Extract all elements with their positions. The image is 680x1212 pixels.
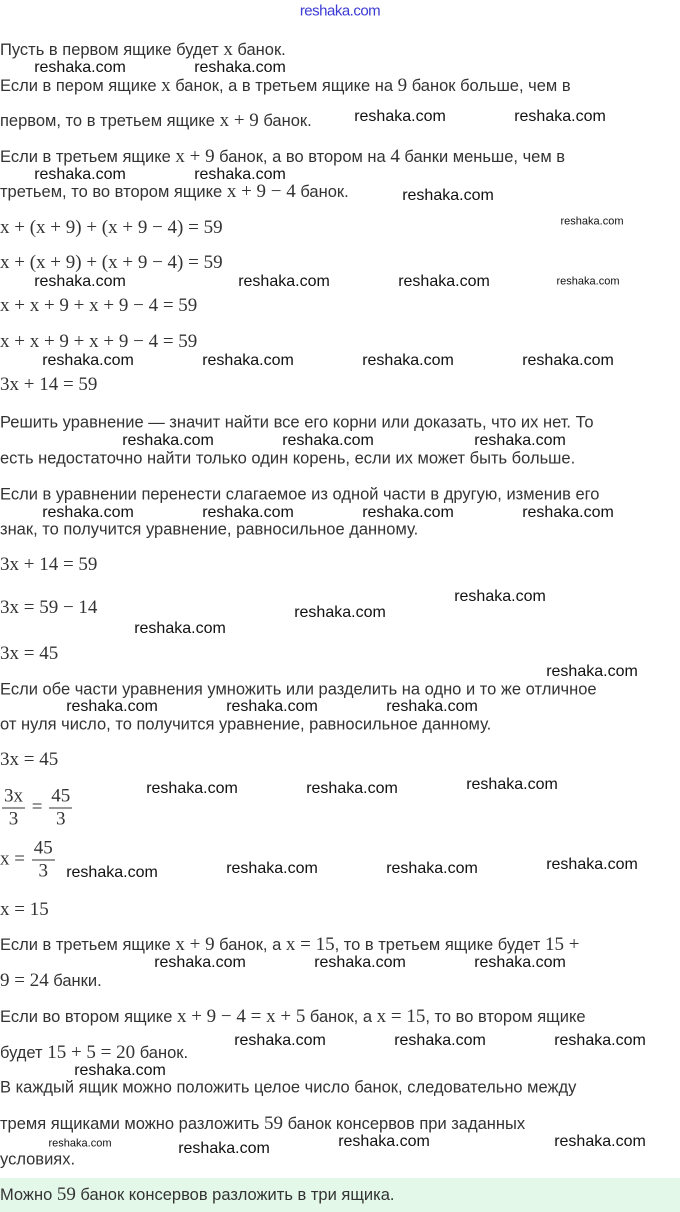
- text-segment: банки меньше, чем в: [399, 148, 566, 166]
- watermark: reshaka.com: [194, 59, 286, 76]
- solution-line: [0, 218, 223, 238]
- answer-text: [0, 1185, 394, 1205]
- text-segment: Пусть в первом ящике будет: [0, 41, 224, 59]
- text-segment: будет: [0, 1044, 48, 1062]
- watermark: reshaka.com: [202, 352, 294, 369]
- math-expression: x + (x + 9) + (x + 9 − 4) = 59: [0, 252, 223, 273]
- watermark: reshaka.com: [402, 187, 494, 204]
- watermark: reshaka.com: [48, 1137, 112, 1150]
- solution-line: [0, 375, 97, 395]
- text-segment: банок.: [135, 1044, 189, 1062]
- fraction-denominator: 3: [38, 860, 48, 882]
- solution-line: [0, 900, 49, 920]
- text-segment: банок, а: [214, 936, 286, 954]
- watermark: reshaka.com: [386, 860, 478, 877]
- solution-line: [0, 40, 286, 60]
- watermark: reshaka.com: [238, 273, 330, 290]
- text-segment: знак, то получится уравнение, равносильное данному.: [0, 520, 419, 539]
- text-segment: Если обе части уравнения умножить или разделить на одно и то же отличное: [0, 680, 597, 699]
- solution-line: [0, 76, 571, 96]
- watermark: reshaka.com: [226, 698, 318, 715]
- solution-line: [0, 1043, 188, 1063]
- watermark: reshaka.com: [146, 780, 238, 797]
- math-expression: 59: [264, 1113, 283, 1134]
- math-expression: x =: [0, 848, 30, 870]
- solution-line: [0, 521, 418, 540]
- text-segment: В каждый ящик можно положить целое число банок, следовательно между: [0, 1078, 577, 1097]
- text-segment: тремя ящиками можно разложить: [0, 1115, 264, 1133]
- math-expression: x + 9 − 4 = x + 5: [176, 1006, 306, 1027]
- watermark: reshaka.com: [306, 780, 398, 797]
- watermark: reshaka.com: [42, 352, 134, 369]
- text-segment: условиях.: [0, 1150, 76, 1169]
- solution-line: [0, 681, 597, 700]
- solution-line: [0, 450, 575, 469]
- watermark: reshaka.com: [34, 59, 126, 76]
- solution-line: [0, 971, 102, 991]
- math-expression: =: [27, 796, 48, 818]
- text-segment: от нуля число, то получится уравнение, равносильное данному.: [0, 715, 492, 734]
- math-expression: x + 9 − 4: [226, 181, 296, 202]
- watermark: reshaka.com: [362, 352, 454, 369]
- watermark: reshaka.com: [202, 504, 294, 521]
- watermark: reshaka.com: [546, 856, 638, 873]
- solution-line: [0, 750, 58, 770]
- watermark: reshaka.com: [42, 504, 134, 521]
- text-segment: банок, а: [305, 1008, 377, 1026]
- text-segment: Если в пером ящике: [0, 77, 162, 95]
- solution-line: [0, 644, 58, 664]
- solution-line: [0, 182, 349, 202]
- watermark: reshaka.com: [556, 275, 620, 288]
- fraction-denominator: 3: [8, 808, 19, 830]
- text-segment: банок.: [258, 112, 312, 130]
- math-expression: 3x = 45: [0, 749, 59, 770]
- text-segment: Если в уравнении перенести слагаемое из одной части в другую, изменив его: [0, 485, 600, 504]
- math-expression: x + x + 9 + x + 9 − 4 = 59: [0, 331, 198, 352]
- watermark: reshaka.com: [66, 698, 158, 715]
- watermark: reshaka.com: [474, 432, 566, 449]
- math-expression: 9 = 24: [0, 970, 49, 991]
- text-segment: банок.: [232, 41, 286, 59]
- math-expression: x + x + 9 + x + 9 − 4 = 59: [0, 295, 198, 316]
- solution-line: [0, 332, 197, 352]
- watermark: reshaka.com: [294, 604, 386, 621]
- math-expression: x = 15: [285, 934, 335, 955]
- solution-line: [0, 555, 97, 575]
- text-segment: Решить уравнение — значит найти все его корни или доказать, что их нет. То: [0, 413, 594, 432]
- math-expression: 59: [56, 1184, 76, 1205]
- solution-line: [0, 786, 74, 831]
- watermark: reshaka.com: [394, 1032, 486, 1049]
- header-watermark-link[interactable]: reshaka.com: [299, 2, 381, 20]
- text-segment: банки.: [48, 972, 102, 990]
- watermark: reshaka.com: [134, 620, 226, 637]
- watermark: reshaka.com: [554, 1133, 646, 1150]
- solution-line: [0, 838, 57, 883]
- text-segment: Если в третьем ящике: [0, 148, 176, 166]
- text-segment: есть недостаточно найти только один корень, если их может быть больше.: [0, 449, 576, 468]
- watermark: reshaka.com: [234, 1032, 326, 1049]
- solution-line: [0, 486, 599, 505]
- math-expression: x: [161, 75, 171, 96]
- watermark: reshaka.com: [282, 432, 374, 449]
- watermark: reshaka.com: [122, 432, 214, 449]
- solution-line: [0, 598, 97, 618]
- watermark: reshaka.com: [154, 954, 246, 971]
- watermark: reshaka.com: [226, 860, 318, 877]
- fraction: [32, 838, 55, 883]
- watermark: reshaka.com: [34, 166, 126, 183]
- math-expression: 4: [390, 146, 400, 167]
- watermark: reshaka.com: [554, 1032, 646, 1049]
- fraction-denominator: 3: [55, 808, 66, 830]
- math-expression: 15 + 5 = 20: [47, 1042, 136, 1063]
- watermark: reshaka.com: [74, 1062, 166, 1079]
- solution-line: [0, 414, 594, 433]
- text-segment: Если во втором ящике: [0, 1008, 177, 1026]
- math-expression: 3x = 59 − 14: [0, 597, 98, 618]
- text-segment: банок консервов разложить в три ящика.: [75, 1186, 395, 1204]
- text-segment: Если в третьем ящике: [0, 936, 176, 954]
- math-expression: x: [223, 39, 233, 60]
- math-expression: x + 9: [175, 934, 215, 955]
- solution-line: [0, 296, 197, 316]
- text-segment: банок больше, чем в: [407, 77, 571, 95]
- fraction-numerator: 45: [33, 837, 53, 859]
- answer-box: [0, 1178, 680, 1212]
- math-expression: 3x + 14 = 59: [0, 554, 98, 575]
- watermark: reshaka.com: [466, 776, 558, 793]
- math-expression: x + 9: [175, 146, 215, 167]
- solution-line: [0, 935, 579, 955]
- text-segment: первом, то в третьем ящике: [0, 112, 220, 130]
- solution-line: [0, 716, 491, 735]
- math-expression: 3x = 45: [0, 643, 59, 664]
- watermark: reshaka.com: [474, 954, 566, 971]
- fraction: [49, 786, 72, 831]
- math-expression: x + (x + 9) + (x + 9 − 4) = 59: [0, 217, 223, 238]
- text-segment: банок консервов при заданных: [283, 1115, 526, 1133]
- watermark: reshaka.com: [34, 273, 126, 290]
- math-expression: x = 15: [0, 899, 49, 920]
- fraction-numerator: 45: [51, 785, 71, 807]
- watermark: reshaka.com: [194, 166, 286, 183]
- solution-line: [0, 147, 565, 167]
- watermark: reshaka.com: [514, 108, 606, 125]
- solution-line: [0, 253, 223, 273]
- text-segment: банок.: [295, 183, 349, 201]
- text-segment: банок, а во втором на: [214, 148, 391, 166]
- watermark: reshaka.com: [522, 352, 614, 369]
- watermark: reshaka.com: [66, 864, 158, 881]
- watermark: reshaka.com: [560, 215, 624, 228]
- text-segment: третьем, то во втором ящике: [0, 183, 227, 201]
- watermark: reshaka.com: [398, 273, 490, 290]
- watermark: reshaka.com: [178, 1140, 270, 1157]
- text-segment: банок, а в третьем ящике на: [170, 77, 398, 95]
- watermark: reshaka.com: [314, 954, 406, 971]
- fraction-numerator: 3x: [4, 785, 23, 807]
- watermark: reshaka.com: [546, 663, 638, 680]
- math-expression: 3x + 14 = 59: [0, 374, 98, 395]
- math-expression: x + 9: [219, 110, 259, 131]
- solution-line: [0, 1151, 75, 1170]
- math-expression: 15 +: [544, 934, 580, 955]
- watermark: reshaka.com: [386, 698, 478, 715]
- solution-line: [0, 1114, 525, 1134]
- solution-line: [0, 1007, 586, 1027]
- math-expression: 9: [397, 75, 408, 96]
- watermark: reshaka.com: [522, 504, 614, 521]
- solution-line: [0, 111, 312, 131]
- watermark: reshaka.com: [362, 504, 454, 521]
- text-segment: , то во втором ящике: [425, 1008, 586, 1026]
- solution-line: [0, 1079, 576, 1098]
- watermark: reshaka.com: [354, 108, 446, 125]
- watermark: reshaka.com: [454, 588, 546, 605]
- text-segment: , то в третьем ящике будет: [334, 936, 545, 954]
- text-segment: Можно: [0, 1186, 57, 1204]
- math-expression: x = 15: [376, 1006, 426, 1027]
- fraction: [2, 786, 25, 831]
- watermark: reshaka.com: [338, 1133, 430, 1150]
